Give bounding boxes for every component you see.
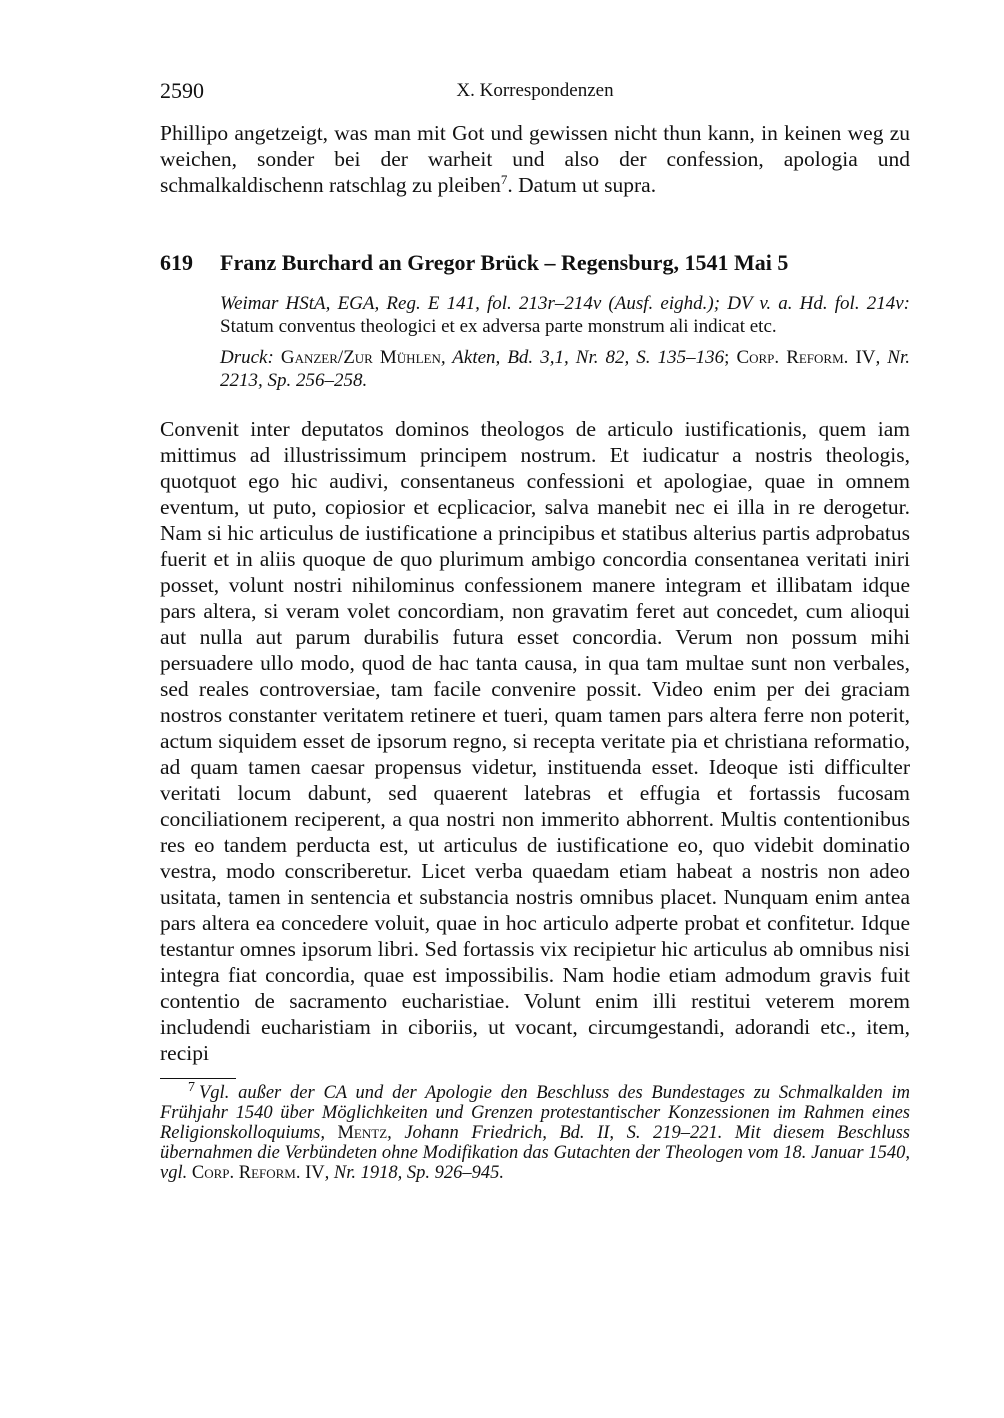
- footnote-author-1: Mentz: [337, 1123, 388, 1143]
- footnote-reference[interactable]: 7: [500, 171, 508, 187]
- print-ref-2: , Nr. 2213, Sp. 256–258.: [220, 347, 911, 391]
- document-heading: [160, 250, 910, 276]
- page: [160, 78, 910, 1202]
- running-head: [160, 78, 910, 106]
- running-title: X. Korrespondenzen: [456, 80, 614, 101]
- footnote-mark: 7: [188, 1079, 195, 1095]
- print-line: [220, 346, 910, 392]
- intro-text-after: . Datum ut supra.: [507, 173, 657, 197]
- footnote-divider: [160, 1078, 236, 1079]
- print-volume-2: IV: [848, 347, 876, 368]
- print-separator: ;: [724, 347, 737, 368]
- document-number: 619: [160, 250, 193, 275]
- footnote-text-1: Vgl. außer der CA und der Apologie den Beschluss des Bundestages zu Schmalkalden im Frühjahr 1540 über Möglichkeiten und Grenzen protestantischer Konzessionen im Rahmen eines Religionskolloquiums,: [160, 1083, 910, 1143]
- footnote-volume-2: IV: [300, 1163, 325, 1183]
- source-apparatus: [220, 292, 910, 392]
- source-summary: Statum conventus theologici et ex adversa parte monstrum ali indicat etc.: [220, 316, 777, 337]
- intro-paragraph: [160, 120, 910, 198]
- document-title: Franz Burchard an Gregor Brück – Regensburg, 1541 Mai 5: [220, 250, 789, 275]
- footnote-7: [160, 1079, 910, 1183]
- print-label: Druck:: [220, 347, 274, 368]
- intro-text: Phillipo angetzeigt, was man mit Got und gewissen nicht thun kann, in keinen weg zu weichen, sonder bei der warheit und also der confession, apologia und schmalkaldischenn ratschlag zu pleiben: [160, 121, 910, 197]
- letter-body: Convenit inter deputatos dominos theologos de articulo iustificationis, quem iam mittimus ad illustrissimum principem nostrum. Et iudicatur a nostris theologis, quotquot ego hic audivi, consentaneus confessioni et apologiae, quae in omnem eventum, ut puto, copiosior et ecplicacior, salva manebit nec ei illa in re derogetur. Nam si hic articulus de iustificatione a principibus et statibus alterius partis adprobatus fuerit et in aliis quoque de quo plurimum ambigo concordia consentanea veritati iniri posset, volunt nostri nihilominus confessionem manere integram et illibatam idque pars altera, si veram volet concordiam, non gravatim feret aut concedet, cum alioqui aut nulla aut parum durabilis futura esset concordia. Verum non possum mihi persuadere ullo modo, quod de hac tanta causa, in qua tam multae sunt non verbales, sed reales controversiae, tam facile convenire possit. Video enim per dei graciam nostros constanter veritatem retinere et tueri, quam tamen pars altera ferre non poterit, actum siquidem esset de ipsorum regno, si recepta veritate pia et christiana reformatio, ad quam tamen caesar propensus videtur, instituenda esset. Ideoque isti difficulter veritati locum dabunt, sed quaerent latebras et effugia et fortassis fucosam conciliationem reciperent, a qua nostri non immerito abhorrent. Multis contentionibus res eo tandem perducta est, ut articulus de iustificatione eo, quo videbit dominatio vestra, modo conscriberetur. Licet verba quaedam etiam habeat a nostris non adeo usitata, tamen in sentencia et substancia nostris omnibus placet. Nunquam enim antea pars altera ea concedere voluit, quae in hoc articulo adperte probat et confitetur. Idque testantur omnes ipsorum libri. Sed fortassis vix recipietur hic articulus ab omnibus nisi integra fiat concordia, quae est impossibilis. Nam hodie etiam admodum gravis fuit contentio de sacramento eucharistiae. Volunt enim illi restitui veterem morem includendi eucharistiam in ciboriis, ut vocant, circumgestandi, adorandi etc., item, recipi: [160, 417, 910, 1065]
- page-number: 2590: [160, 78, 204, 103]
- source-line: [220, 292, 910, 338]
- footnote-text-3: , Nr. 1918, Sp. 926–945.: [324, 1163, 505, 1183]
- source-archive: Weimar HStA, EGA, Reg. E 141, fol. 213r–214v (Ausf. eighd.); DV v. a. Hd. fol. 214v:: [220, 293, 910, 314]
- print-author-1: Ganzer/Zur Mühlen: [280, 347, 441, 368]
- footnote-author-2: Corp. Reform.: [191, 1163, 301, 1183]
- footnote-text-2: , Johann Friedrich, Bd. II, S. 219–221. Mit diesem Beschluss übernahmen die Verbündeten ohne Modifikation das Gutachten der Theologen vom 18. Januar 1540, vgl.: [160, 1123, 910, 1183]
- print-author-2: Corp. Reform.: [736, 347, 849, 368]
- print-ref-1: , Akten, Bd. 3,1, Nr. 82, S. 135–136: [440, 347, 725, 368]
